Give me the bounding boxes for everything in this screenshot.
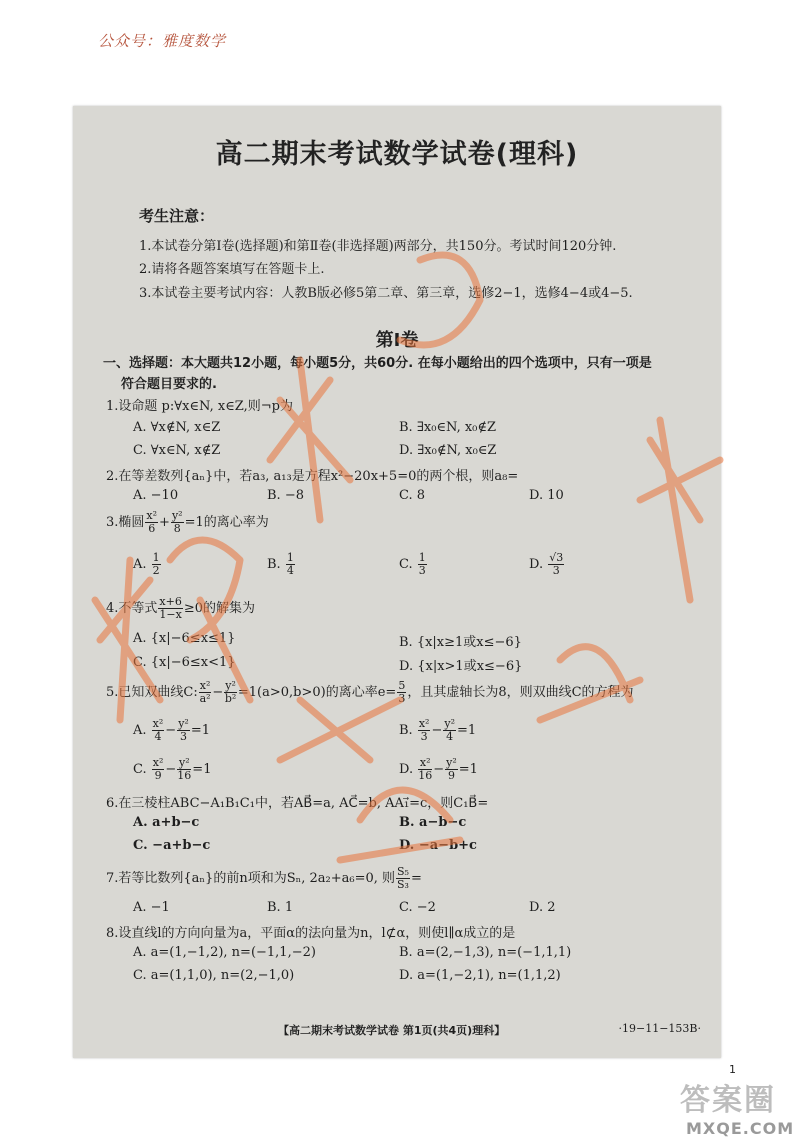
q8-option-d: D. a=(1,−2,1), n=(1,1,2) xyxy=(399,968,561,983)
q3-option-c: C. $\frac{1}{3}$ xyxy=(399,551,426,577)
q3-option-d: D. $\frac{√3}{3}$ xyxy=(529,551,564,577)
question-4-stem: 4.不等式 $\frac{x+6}{1-x}$ ≥0的解集为 xyxy=(106,595,255,621)
question-7-stem: 7.若等比数列{aₙ}的前n项和为Sₙ, 2a₂+a₆=0, 则 $\frac{\text{S₅}}{\text{S₃}}$ = xyxy=(106,865,422,891)
site-logo-watermark: 答案圈 MXQE.COM xyxy=(680,1083,795,1138)
footer-title: 【高二期末考试数学试卷 第1页(共4页)理科】 xyxy=(278,1024,506,1037)
q5-option-b: B. $\frac{\text{x²}}{3}$ − $\frac{\text{y²}}{4}$ =1 xyxy=(399,717,477,743)
q4-option-a: A. {x|−6≤x≤1} xyxy=(133,631,236,646)
page-title: 高二期末考试数学试卷(理科) xyxy=(215,139,579,170)
notice-item-1: 1.本试卷分第Ⅰ卷(选择题)和第Ⅱ卷(非选择题)两部分，共150分。考试时间120分钟. xyxy=(139,239,617,254)
q8-option-b: B. a=(2,−1,3), n=(−1,1,1) xyxy=(399,945,572,960)
q4-option-d: D. {x|x>1或x≤−6} xyxy=(399,659,523,674)
question-1-stem: 1.设命题 p:∀x∈N, x∈Z,则¬p为 xyxy=(106,399,293,414)
q4-option-b: B. {x|x≥1或x≤−6} xyxy=(399,635,522,650)
q2-option-c: C. 8 xyxy=(399,488,426,503)
q1-option-b: B. ∃x₀∈N, x₀∉Z xyxy=(399,420,497,435)
exam-page xyxy=(73,106,721,1058)
notice-item-3: 3.本试卷主要考试内容：人教B版必修5第二章、第三章，选修2−1，选修4−4或4−5. xyxy=(139,286,633,301)
q7-option-d: D. 2 xyxy=(529,900,556,915)
question-3-stem: 3.椭圆 $\frac{\text{x²}}{6}$ + $\frac{\text{y²}}{8}$ =1的离心率为 xyxy=(106,509,269,535)
q8-option-a: A. a=(1,−1,2), n=(−1,1,−2) xyxy=(133,945,316,960)
volume-heading: 第Ⅰ卷 xyxy=(375,330,419,351)
q6-option-b: B. a−b−c xyxy=(399,815,467,830)
q5-option-c: C. $\frac{\text{x²}}{9}$ − $\frac{\text{y²}}{16}$ =1 xyxy=(133,756,212,782)
page-number: 1 xyxy=(729,1063,736,1076)
q6-option-c: C. −a+b−c xyxy=(133,838,211,853)
watermark-top: 公众号：雅度数学 xyxy=(98,32,227,50)
section-instructions-line2: 符合题目要求的. xyxy=(121,377,217,392)
q5-option-d: D. $\frac{\text{x²}}{16}$ − $\frac{\text{y²}}{9}$ =1 xyxy=(399,756,478,782)
q3-option-a: A. $\frac{1}{2}$ xyxy=(133,551,160,577)
q2-option-a: A. −10 xyxy=(133,488,179,503)
question-5-stem: 5.已知双曲线C: $\frac{\text{x²}}{\text{a²}}$ − $\frac{\text{y²}}{\text{b²}}$ =1(a>0,b>0)的离心率e= $\frac{5}{3}$ ，且其虚轴长为8，则双曲线C的方程为 xyxy=(106,679,634,705)
q3-option-b: B. $\frac{1}{4}$ xyxy=(267,551,294,577)
q1-option-d: D. ∃x₀∉N, x₀∈Z xyxy=(399,443,497,458)
q4-option-c: C. {x|−6≤x<1} xyxy=(133,655,236,670)
q6-option-d: D. −a−b+c xyxy=(399,838,477,853)
q7-option-a: A. −1 xyxy=(133,900,170,915)
question-6-stem: 6.在三棱柱ABC−A₁B₁C₁中，若AB⃗=a, AC⃗=b, AA₁⃗=c，则C₁B⃗= xyxy=(106,796,489,811)
question-2-stem: 2.在等差数列{aₙ}中，若a₃, a₁₃是方程x²−20x+5=0的两个根，则a₈= xyxy=(106,469,519,484)
q1-option-c: C. ∀x∈N, x∉Z xyxy=(133,443,221,458)
q7-option-c: C. −2 xyxy=(399,900,436,915)
notice-item-2: 2.请将各题答案填写在答题卡上. xyxy=(139,262,325,277)
q6-option-a: A. a+b−c xyxy=(133,815,200,830)
q5-option-a: A. $\frac{\text{x²}}{4}$ − $\frac{\text{y²}}{3}$ =1 xyxy=(133,717,210,743)
q2-option-b: B. −8 xyxy=(267,488,304,503)
footer-code: ·19−11−153B· xyxy=(618,1022,701,1035)
q2-option-d: D. 10 xyxy=(529,488,564,503)
question-8-stem: 8.设直线l的方向向量为a，平面α的法向量为n，l⊄α，则使l∥α成立的是 xyxy=(106,926,516,941)
q7-option-b: B. 1 xyxy=(267,900,294,915)
q1-option-a: A. ∀x∉N, x∈Z xyxy=(133,420,221,435)
section-instructions-line1: 一、选择题：本大题共12小题，每小题5分，共60分. 在每小题给出的四个选项中，只有一项是 xyxy=(103,356,652,371)
q8-option-c: C. a=(1,1,0), n=(2,−1,0) xyxy=(133,968,295,983)
notice-heading: 考生注意： xyxy=(139,207,215,225)
